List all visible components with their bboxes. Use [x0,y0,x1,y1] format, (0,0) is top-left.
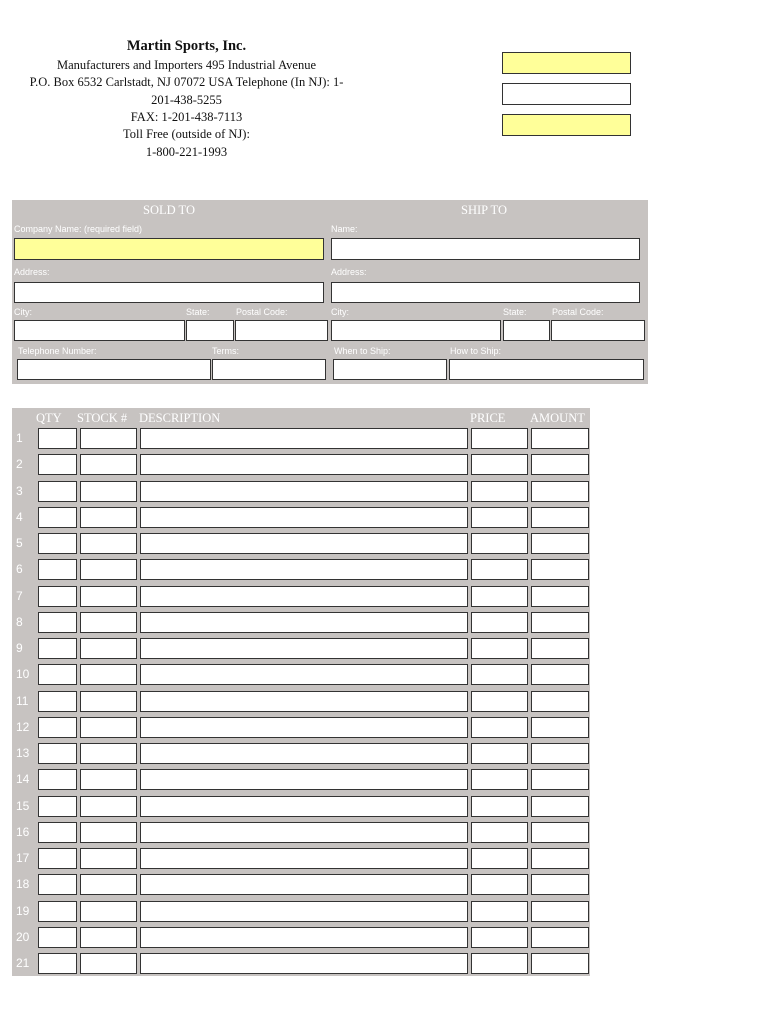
amount-header: AMOUNT [530,411,585,425]
row-number: 5 [16,536,23,550]
amount-field[interactable] [531,769,589,790]
row-number: 16 [16,824,30,839]
row-number: 1 [16,431,23,445]
description-field[interactable] [140,428,468,449]
price-field[interactable] [471,848,528,869]
header-line-6: 1-800-221-1993 [145,145,228,159]
telephone-field[interactable] [17,359,211,380]
price-field[interactable] [471,691,528,712]
ship-state-field[interactable] [503,320,550,341]
price-field[interactable] [471,428,528,449]
description-field[interactable] [140,559,468,580]
telephone-label: Telephone Number: [18,346,97,356]
price-field[interactable] [471,796,528,817]
amount-field[interactable] [531,559,589,580]
row-number: 13 [16,746,30,760]
row-number: 9 [16,641,23,655]
description-field[interactable] [140,901,468,922]
description-field[interactable] [140,953,468,974]
row-number: 10 [16,667,30,682]
when-to-ship-label: When to Ship: [334,346,391,356]
sold-to-title: SOLD TO [143,203,195,217]
description-field[interactable] [140,717,468,738]
qty-field[interactable] [38,822,77,843]
qty-field[interactable] [38,664,77,685]
ship-address-field[interactable] [331,282,640,303]
top-right-field-1[interactable] [502,52,631,74]
description-field[interactable] [140,454,468,475]
how-to-ship-label: How to Ship: [450,346,502,356]
stock-field[interactable] [80,874,137,895]
amount-field[interactable] [531,428,589,449]
sold-address-label: Address: [14,267,50,277]
row-number: 21 [16,956,30,970]
company-name-field[interactable] [14,238,324,260]
sold-address-field[interactable] [14,282,324,303]
price-field[interactable] [471,533,528,554]
amount-field[interactable] [531,638,589,659]
sold-state-label: State: [186,307,210,317]
price-field[interactable] [471,664,528,685]
ship-to-title: SHIP TO [461,203,507,217]
price-field[interactable] [471,822,528,843]
description-field[interactable] [140,507,468,528]
description-field[interactable] [140,691,468,712]
qty-field[interactable] [38,743,77,764]
amount-field[interactable] [531,586,589,607]
ship-city-label: City: [331,307,349,317]
qty-field[interactable] [38,559,77,580]
stock-field[interactable] [80,638,137,659]
stock-field[interactable] [80,691,137,712]
amount-field[interactable] [531,874,589,895]
stock-field[interactable] [80,796,137,817]
stock-field[interactable] [80,901,137,922]
description-header: DESCRIPTION [139,411,221,425]
amount-field[interactable] [531,743,589,764]
row-number: 6 [16,562,23,577]
row-number: 11 [16,693,29,708]
qty-field[interactable] [38,874,77,895]
row-number: 8 [16,614,23,629]
stock-field[interactable] [80,743,137,764]
qty-field[interactable] [38,481,77,502]
amount-field[interactable] [531,717,589,738]
header-line-1: Manufacturers and Importers 495 Industrial Avenue [56,58,317,72]
amount-field[interactable] [531,481,589,502]
header-line-5: Toll Free (outside of NJ): [123,127,250,141]
amount-field[interactable] [531,533,589,554]
header-line-2: P.O. Box 6532 Carlstadt, NJ 07072 USA Telephone (In NJ): 1- [29,75,344,89]
description-field[interactable] [140,586,468,607]
how-to-ship-field[interactable] [449,359,644,380]
description-field[interactable] [140,533,468,554]
ship-address-label: Address: [331,267,367,277]
amount-field[interactable] [531,612,589,633]
qty-field[interactable] [38,901,77,922]
qty-field[interactable] [38,796,77,817]
terms-field[interactable] [212,359,326,380]
sold-postal-label: Postal Code: [236,307,288,317]
terms-label: Terms: [212,346,239,356]
price-field[interactable] [471,559,528,580]
top-right-field-2[interactable] [502,83,631,105]
stock-field[interactable] [80,927,137,948]
price-field[interactable] [471,743,528,764]
stock-field[interactable] [80,533,137,554]
ship-city-field[interactable] [331,320,501,341]
amount-field[interactable] [531,822,589,843]
qty-field[interactable] [38,717,77,738]
row-number: 3 [16,483,23,498]
stock-field[interactable] [80,454,137,475]
stock-field[interactable] [80,953,137,974]
amount-field[interactable] [531,927,589,948]
qty-field[interactable] [38,953,77,974]
description-field[interactable] [140,927,468,948]
description-field[interactable] [140,664,468,685]
qty-field[interactable] [38,507,77,528]
price-field[interactable] [471,953,528,974]
row-number: 7 [16,588,23,603]
price-header: PRICE [470,411,506,425]
stock-field[interactable] [80,586,137,607]
description-field[interactable] [140,638,468,659]
price-field[interactable] [471,454,528,475]
qty-field[interactable] [38,428,77,449]
qty-field[interactable] [38,769,77,790]
description-field[interactable] [140,874,468,895]
qty-field[interactable] [38,848,77,869]
sold-city-field[interactable] [14,320,185,341]
header-line-4: FAX: 1-201-438-7113 [130,110,243,124]
price-field[interactable] [471,586,528,607]
top-right-field-3[interactable] [502,114,631,136]
qty-field[interactable] [38,533,77,554]
stock-field[interactable] [80,559,137,580]
amount-field[interactable] [531,454,589,475]
qty-field[interactable] [38,638,77,659]
row-number: 12 [16,719,30,734]
stock-header: STOCK # [77,411,128,425]
sold-postal-field[interactable] [235,320,328,341]
description-field[interactable] [140,822,468,843]
ship-name-field[interactable] [331,238,640,260]
qty-field[interactable] [38,691,77,712]
stock-field[interactable] [80,822,137,843]
amount-field[interactable] [531,507,589,528]
stock-field[interactable] [80,769,137,790]
description-field[interactable] [140,612,468,633]
row-number: 17 [16,851,30,865]
header-line-3: 201-438-5255 [151,93,222,107]
stock-field[interactable] [80,848,137,869]
price-field[interactable] [471,717,528,738]
row-number: 20 [16,929,30,944]
stock-field[interactable] [80,717,137,738]
description-field[interactable] [140,769,468,790]
price-field[interactable] [471,901,528,922]
when-to-ship-field[interactable] [333,359,447,380]
amount-field[interactable] [531,691,589,712]
amount-field[interactable] [531,664,589,685]
stock-field[interactable] [80,481,137,502]
row-number: 4 [16,509,23,524]
qty-field[interactable] [38,612,77,633]
company-name-label: Company Name: (required field) [14,224,143,234]
company-name: Martin Sports, Inc. [126,38,247,54]
description-field[interactable] [140,481,468,502]
price-field[interactable] [471,874,528,895]
stock-field[interactable] [80,428,137,449]
stock-field[interactable] [80,664,137,685]
qty-field[interactable] [38,454,77,475]
row-number: 2 [16,457,23,472]
row-number: 15 [16,798,30,813]
price-field[interactable] [471,769,528,790]
amount-field[interactable] [531,953,589,974]
stock-field[interactable] [80,612,137,633]
sold-city-label: City: [14,307,32,317]
amount-field[interactable] [531,901,589,922]
amount-field[interactable] [531,796,589,817]
qty-field[interactable] [38,586,77,607]
row-number: 19 [16,903,30,918]
description-field[interactable] [140,848,468,869]
price-field[interactable] [471,507,528,528]
row-number: 14 [16,772,30,787]
price-field[interactable] [471,612,528,633]
ship-postal-field[interactable] [551,320,645,341]
ship-name-label: Name: [331,224,358,234]
price-field[interactable] [471,638,528,659]
amount-field[interactable] [531,848,589,869]
ship-postal-label: Postal Code: [552,307,604,317]
ship-state-label: State: [503,307,527,317]
price-field[interactable] [471,927,528,948]
qty-field[interactable] [38,927,77,948]
stock-field[interactable] [80,507,137,528]
description-field[interactable] [140,743,468,764]
row-number: 18 [16,877,30,892]
qty-header: QTY [36,411,62,425]
sold-state-field[interactable] [186,320,234,341]
description-field[interactable] [140,796,468,817]
price-field[interactable] [471,481,528,502]
